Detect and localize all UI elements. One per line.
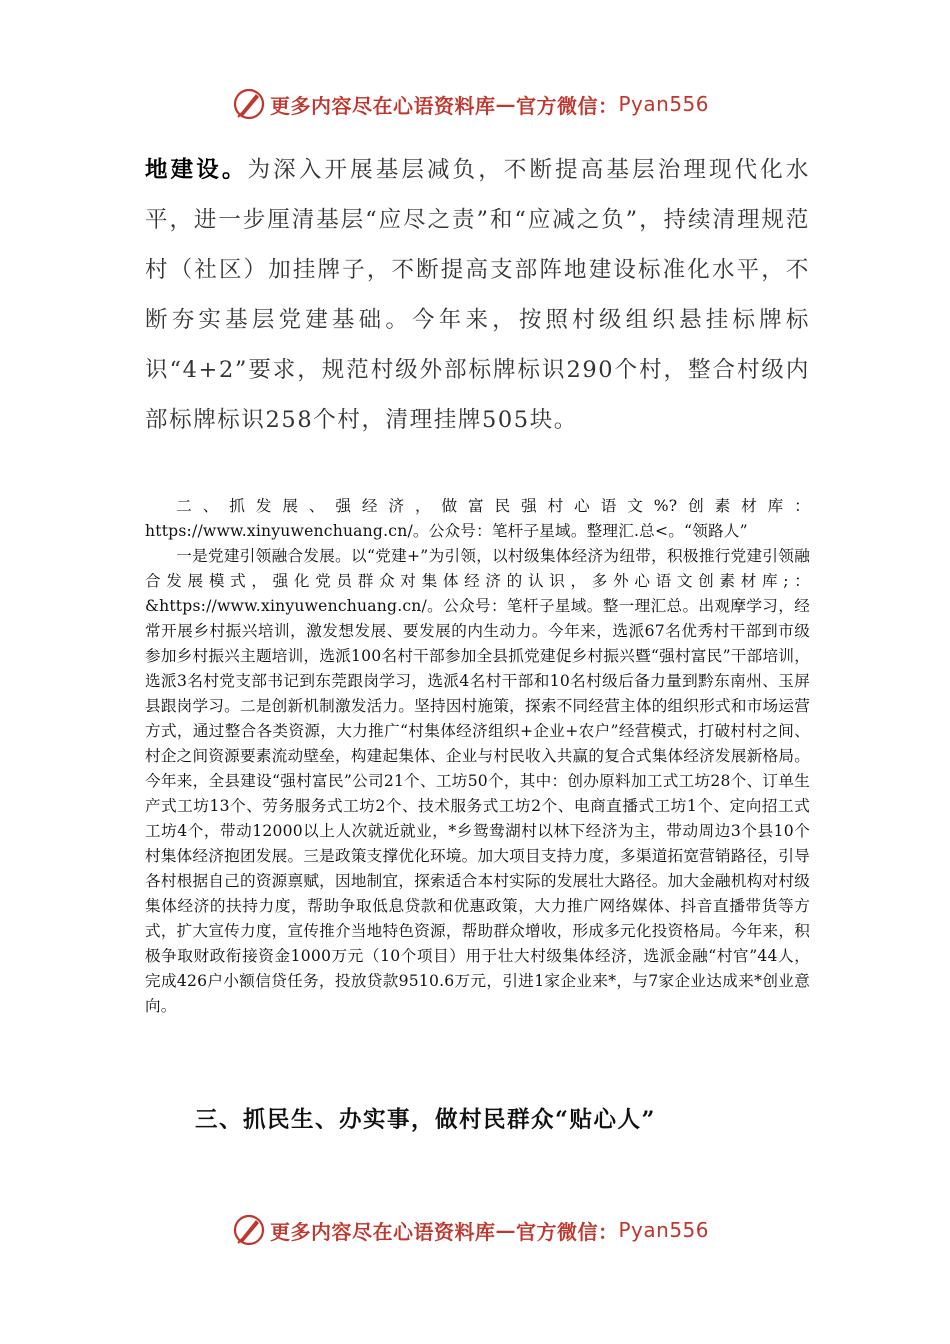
header-banner (232, 84, 709, 124)
footer-brand-text: 更多内容尽在心语资料库 (270, 1219, 496, 1244)
body-paragraph: 一是党建引领融合发展。以“党建+”为引领，以村级集体经济为纽带，积极推行党建引领融合发展模式，强化党员群众对集体经济的认识，多外心语文创素材库;：&https://www.xinyuwenchuang.cn/。公众号：笔杆子星域。整一理汇总。出观摩学习，经常开展乡村振兴培训，激发想发展、要发展的内生动力。今年来，选派67名优秀村干部到市级参加乡村振兴主题培训，选派100名村干部参加全县抓党建促乡村振兴暨“强村富民”干部培训，选派3名村党支部书记到东莞跟岗学习，选派4名村干部和10名村级后备力量到黔东南州、玉屏县跟岗学习。二是创新机制激发活力。坚持因村施策，探索不同经营主体的组织形式和市场运营方式，通过整合各类资源，大力推广“村集体经济组织+企业+农户”经营模式，打破村村之间、村企之间资源要素流动壁垒，构建起集体、企业与村民收入共赢的复合式集体经济发展新格局。今年来，全县建设“强村富民”公司21个、工坊50个，其中：创办原料加工式工坊28个、订单生产式工坊13个、劳务服务式工坊2个、技术服务式工坊2个、电商直播式工坊1个、定向招工式工坊4个，带动12000以上人次就近就业，*乡鸳鸯湖村以林下经济为主，带动周边3个县10个村集体经济抱团发展。三是政策支撑优化环境。加大项目支持力度，多渠道拓宽营销路径，引导各村根据自己的资源禀赋，因地制宜，探索适合本村实际的发展壮大路径。加大金融机构对村级集体经济的扶持力度，帮助争取低息贷款和优惠政策，大力推广网络媒体、抖音直播带货等方式，扩大宣传力度，宣传推介当地特色资源，帮助群众增收，形成多元化投资格局。今年来，积极争取财政衔接资金1000万元（10个项目）用于壮大村级集体经济，选派金融“村官”44人，完成426户小额信贷任务，投放贷款9510.6万元，引进1家企业来*，与7家企业达成来*创业意向。 (145, 547, 810, 1015)
footer-dash: — (495, 1218, 516, 1242)
footer-official-label: 官方微信： (516, 1219, 619, 1244)
header-brand-text: 更多内容尽在心语资料库 (270, 93, 496, 118)
footer-wechat-id: Pyan556 (618, 1218, 710, 1242)
top-paragraph (145, 145, 810, 445)
top-paragraph-text: 为深入开展基层减负，不断提高基层治理现代化水平，进一步厘清基层“应尽之责”和“应减之负”，持续清理规范村（社区）加挂牌子，不断提高支部阵地建设标准化水平，不断夯实基层党建基础。今年来，按照村级组织悬挂标牌标识“4+2”要求，规范村级外部标牌标识290个村，整合村级内部标牌标识258个村，清理挂牌505块。 (145, 157, 810, 433)
top-paragraph-lead: 地建设。 (145, 157, 248, 183)
footer-banner (232, 1210, 709, 1250)
quill-logo-icon (232, 1213, 266, 1247)
header-wechat-id: Pyan556 (618, 92, 710, 116)
quill-logo-icon (232, 87, 266, 121)
section2-title: 二、抓发展、强经济，做富民强村心语文%?创素材库：https://www.xinyuwenchuang.cn/。公众号：笔杆子星域。整理汇.总<。“领路人” (145, 497, 810, 540)
header-dash: — (495, 92, 516, 116)
section3-heading: 三、抓民生、办实事，做村民群众“贴心人” (195, 1107, 656, 1133)
header-official-label: 官方微信： (516, 93, 619, 118)
